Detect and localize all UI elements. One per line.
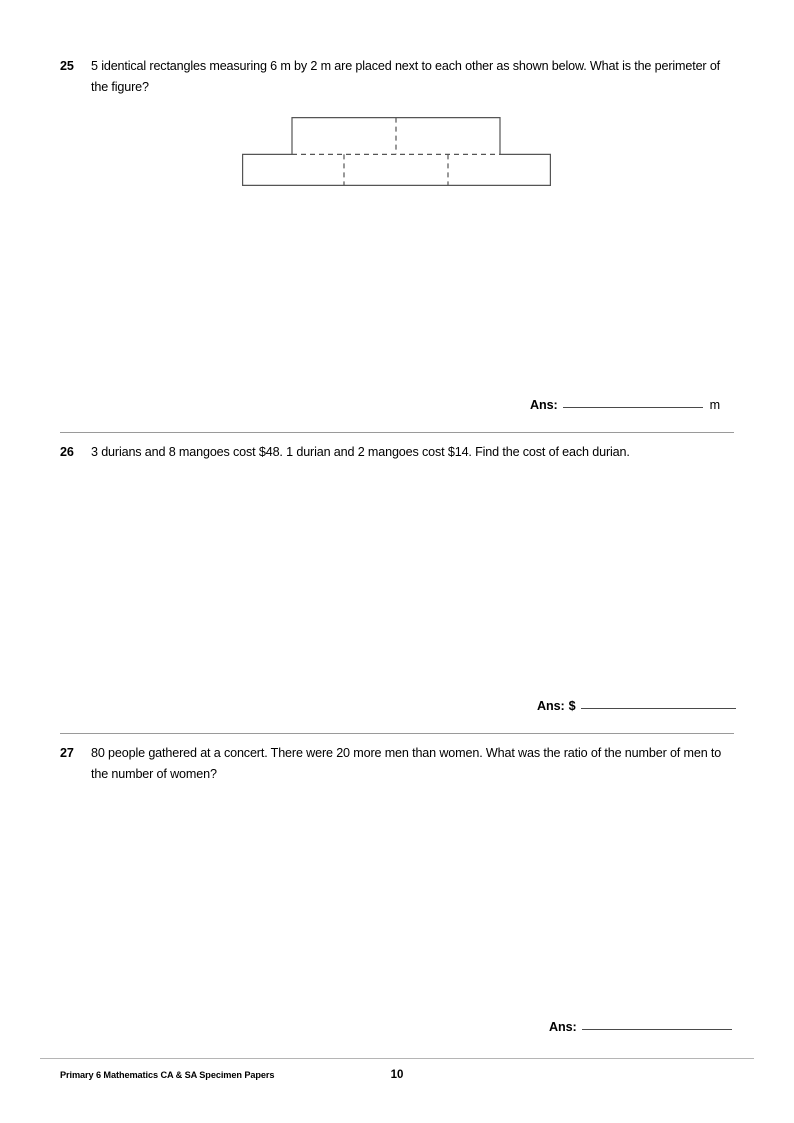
question-row	[60, 743, 734, 785]
answer-line-26	[537, 699, 736, 713]
question-number: 25	[60, 59, 74, 73]
answer-label: Ans:	[530, 398, 558, 412]
rectangles-figure-svg	[242, 117, 551, 186]
answer-unit: m	[709, 398, 720, 412]
question-number: 26	[60, 445, 74, 459]
question-row	[60, 442, 734, 463]
question-text: 80 people gathered at a concert. There were 20 more men than women. What was the ratio of the number of men to the number of women?	[91, 746, 722, 781]
answer-currency-symbol: $	[568, 699, 576, 713]
answer-blank[interactable]	[581, 708, 736, 709]
answer-blank[interactable]	[582, 1029, 732, 1030]
question-text: 3 durians and 8 mangoes cost $48. 1 durian and 2 mangoes cost $14. Find the cost of each durian.	[91, 445, 630, 459]
footer-title: Primary 6 Mathematics CA & SA Specimen Papers	[60, 1070, 275, 1080]
question-block-25	[60, 56, 734, 98]
answer-label: Ans:	[549, 1020, 577, 1034]
question-block-26	[60, 442, 734, 463]
question-row	[60, 56, 734, 98]
answer-line-25	[530, 398, 720, 412]
question-text: 5 identical rectangles measuring 6 m by 2 m are placed next to each other as shown below. What is the perimeter of the figure?	[91, 59, 721, 94]
question-block-27	[60, 743, 734, 785]
figure-internal-dividers	[292, 118, 500, 186]
footer-separator	[40, 1058, 754, 1059]
rectangles-figure	[242, 117, 551, 186]
answer-line-27	[549, 1020, 732, 1034]
page-number: 10	[390, 1069, 404, 1081]
answer-blank[interactable]	[563, 407, 703, 408]
question-number: 27	[60, 746, 74, 760]
answer-label: Ans:	[537, 699, 565, 713]
question-separator-1	[60, 432, 734, 433]
question-separator-2	[60, 733, 734, 734]
